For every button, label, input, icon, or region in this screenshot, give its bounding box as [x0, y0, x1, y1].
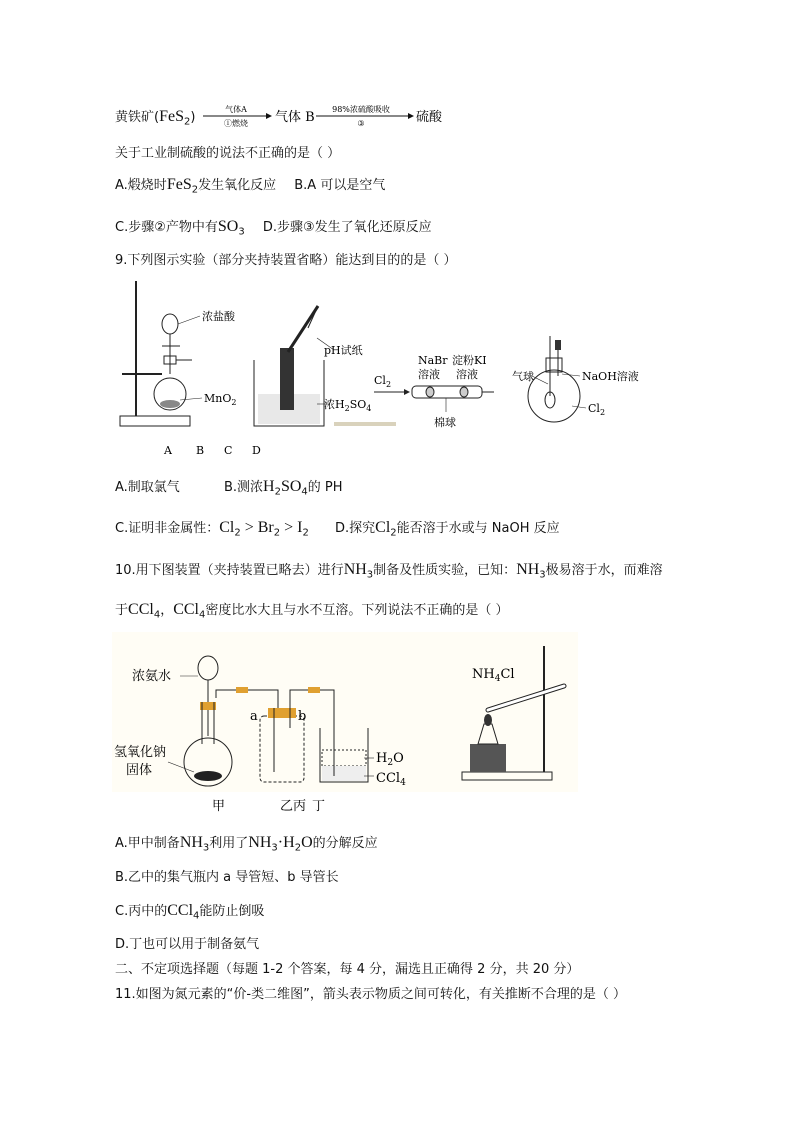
svg-text:b: b — [298, 709, 307, 724]
fig-letter-d: D — [252, 444, 261, 457]
svg-text:a: a — [250, 709, 258, 724]
svg-text:浓氨水: 浓氨水 — [132, 669, 172, 684]
cap-ding: 丁 — [312, 799, 326, 814]
svg-text:棉球: 棉球 — [434, 416, 456, 429]
svg-text:溶液: 溶液 — [418, 368, 440, 381]
q10-figure — [112, 632, 582, 822]
svg-text:pH试纸: pH试纸 — [324, 344, 363, 357]
svg-text:氢氧化钠: 氢氧化钠 — [114, 745, 167, 760]
svg-text:H2O: $H_2O$ — [376, 751, 404, 768]
cap-jia: 甲 — [212, 799, 226, 814]
q10-option-c: C.丙中的CCl$_4$能防止倒吸 — [115, 902, 265, 922]
svg-text:Cl2: $Cl_2$ — [374, 374, 392, 389]
q8-options-cd: C.步骤②产物中有$SO_3$ D.步骤③发生了氧化还原反应 — [115, 218, 432, 238]
q9-figure — [112, 276, 672, 461]
apparatus-b — [254, 306, 396, 426]
svg-text:Cl2: $Cl_2$ — [588, 402, 606, 417]
chain-start: 黄铁矿( — [115, 110, 160, 125]
q8-options-ab: A.煅烧时FeS$_2$发生氧化反应 B.A 可以是空气 — [115, 176, 386, 196]
chain-mid: 气体 B — [275, 110, 315, 125]
arrow2-bottom: ③ — [357, 119, 365, 128]
svg-text:浓盐酸: 浓盐酸 — [202, 310, 235, 323]
svg-text:固体: 固体 — [126, 763, 153, 778]
fig-letter-b: B — [196, 444, 205, 457]
cap-yibing: 乙丙 — [280, 799, 307, 814]
svg-text:MnO2: MnO$_2$ — [204, 392, 237, 407]
apparatus-c — [374, 353, 494, 429]
fig-letter-a: A — [164, 444, 172, 457]
svg-text:NaBr: NaBr — [418, 354, 448, 367]
svg-text:气球: 气球 — [512, 370, 534, 383]
q10-stem-line2: 于CCl$_4$，CCl$_4$密度比水大且与水不互溶。下列说法不正确的是（ ） — [115, 601, 509, 621]
q11-stem: 11.如图为氮元素的“价-类二维图”，箭头表示物质之间可转化，有关推断不合理的是（ ） — [115, 987, 626, 1002]
apparatus-d — [512, 336, 639, 422]
q10-option-d: D.丁也可以用于制备氨气 — [115, 937, 260, 952]
arrow1-bottom: ①燃烧 — [224, 119, 248, 128]
q10-option-b: B.乙中的集气瓶内 a 导管短、b 导管长 — [115, 870, 339, 885]
chain-end: 硫酸 — [416, 110, 443, 125]
svg-text:CCl4: CCl$_4$ — [376, 771, 406, 788]
svg-text:NaOH溶液: NaOH溶液 — [582, 370, 639, 383]
svg-text:NH4Cl: $NH_4Cl$ — [472, 667, 515, 684]
svg-text:溶液: 溶液 — [456, 368, 478, 381]
q9-options-cd: C.证明非金属性：$Cl_2 > Br_2 > I_2$ D.探究$Cl_2$能否溶于水或与 NaOH 反应 — [115, 519, 560, 539]
q9-stem: 9.下列图示实验（部分夹持装置省略）能达到目的的是（ ） — [115, 253, 457, 268]
q8-stem: 关于工业制硫酸的说法不正确的是（ ） — [115, 146, 341, 161]
q10-option-a: A.甲中制备$NH_3$利用了$NH_3\cdot H_2O$的分解反应 — [115, 834, 378, 854]
q9-options-ab: A.制取氯气 B.测浓$H_2SO_4$的 PH — [115, 478, 343, 498]
chain-arrows — [198, 102, 528, 132]
arrow1-top: 气体A — [225, 105, 247, 114]
reaction-chain: 黄铁矿(FeS$_2$) — [115, 108, 196, 128]
svg-text:浓H2SO4: 浓$H_2SO_4$ — [324, 398, 372, 413]
fig-letter-c: C — [224, 444, 233, 457]
arrow2-top: 98%浓硫酸吸收 — [332, 105, 390, 114]
section-2-heading: 二、不定项选择题（每题 1-2 个答案，每 4 分，漏选且正确得 2 分，共 20 分） — [115, 962, 580, 977]
apparatus-a — [120, 281, 236, 426]
svg-text:淀粉KI: 淀粉KI — [452, 354, 487, 367]
q10-stem-line1: 10.用下图装置（夹持装置已略去）进行$NH_3$制备及性质实验，已知：$NH_3$极易溶于水，而难溶 — [115, 561, 663, 581]
